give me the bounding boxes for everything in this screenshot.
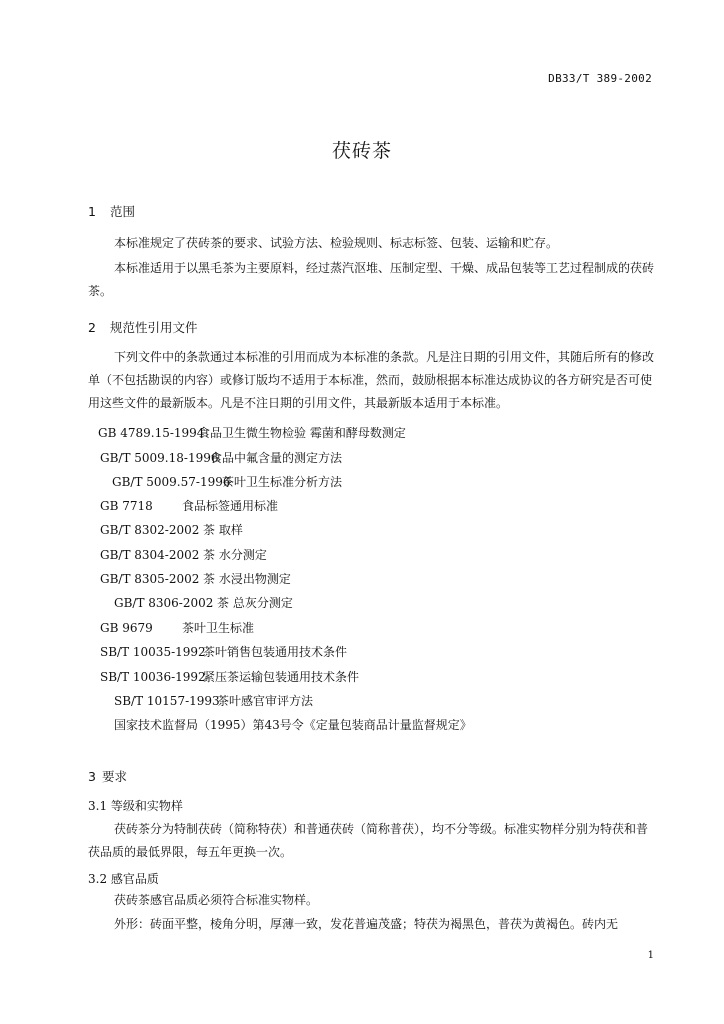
reference-code: SB/T 10036-1992 bbox=[100, 670, 206, 684]
section-title: 要求 bbox=[102, 769, 128, 784]
reference-code: GB 4789.15-1994 bbox=[98, 426, 205, 440]
reference-code: GB 7718 bbox=[100, 499, 153, 513]
section-1-paragraph-1: 本标准规定了茯砖茶的要求、试验方法、检验规则、标志标签、包装、运输和贮存。 bbox=[114, 236, 559, 250]
subsection-3-2-heading: 3.2 感官品质 bbox=[88, 872, 159, 886]
reference-code: GB/T 5009.57-1996 bbox=[112, 475, 231, 489]
section-title: 范围 bbox=[110, 204, 136, 219]
reference-name: 茶叶卫生标准 bbox=[182, 621, 255, 635]
reference-item bbox=[100, 497, 278, 514]
reference-name: 茶 水分测定 bbox=[203, 548, 267, 562]
section-number: 3 bbox=[88, 769, 96, 784]
reference-code: GB/T 8305-2002 bbox=[100, 572, 200, 586]
reference-name: 茶 水浸出物测定 bbox=[203, 572, 291, 586]
reference-item bbox=[100, 668, 359, 685]
reference-item bbox=[114, 716, 472, 733]
page-title: 茯砖茶 bbox=[331, 140, 392, 162]
reference-code: 国家技术监督局（1995）第43号令《定量包装商品计量监督规定》 bbox=[114, 718, 472, 732]
section-title: 规范性引用文件 bbox=[110, 320, 198, 335]
reference-name: 食品标签通用标准 bbox=[182, 499, 279, 513]
reference-name: 茶叶卫生标准分析方法 bbox=[222, 475, 343, 489]
reference-item bbox=[100, 570, 291, 587]
reference-item bbox=[114, 594, 293, 611]
reference-item bbox=[98, 424, 406, 441]
reference-name: 紧压茶运输包装通用技术条件 bbox=[203, 670, 360, 684]
document-code: DB33/T 389-2002 bbox=[548, 72, 652, 85]
reference-code: GB 9679 bbox=[100, 621, 153, 635]
reference-item bbox=[100, 449, 342, 466]
section-1-heading bbox=[88, 202, 135, 220]
reference-name: 茶 取样 bbox=[203, 523, 243, 537]
reference-name: 茶叶感官审评方法 bbox=[217, 694, 314, 708]
reference-item bbox=[100, 521, 243, 538]
reference-code: SB/T 10035-1992 bbox=[100, 645, 206, 659]
reference-name: 茶叶销售包装通用技术条件 bbox=[203, 645, 348, 659]
subsection-3-2-text-2: 外形：砖面平整，棱角分明，厚薄一致，发花普遍茂盛；特茯为褐黑色，普茯为黄褐色。砖内无 bbox=[114, 917, 619, 931]
reference-code: GB/T 5009.18-1996 bbox=[100, 451, 219, 465]
section-number: 2 bbox=[88, 320, 96, 335]
section-number: 1 bbox=[88, 204, 96, 219]
reference-code: GB/T 8306-2002 bbox=[114, 596, 214, 610]
section-3-heading bbox=[88, 767, 127, 785]
reference-item bbox=[100, 619, 254, 636]
reference-code: GB/T 8304-2002 bbox=[100, 548, 200, 562]
reference-item bbox=[100, 643, 347, 660]
page-number: 1 bbox=[647, 950, 654, 961]
section-2-intro: 下列文件中的条款通过本标准的引用而成为本标准的条款。凡是注日期的引用文件，其随后所有的修改单（不包括勘误的内容）或修订版均不适用于本标准，然而，鼓励根据本标准达成协议的各方研究是否可使用这些文件的最新版本。凡是不注日期的引用文件，其最新版本适用于本标准。 bbox=[88, 350, 655, 410]
reference-item bbox=[114, 692, 313, 709]
reference-name: 食品中氟含量的测定方法 bbox=[210, 451, 343, 465]
section-1-paragraph-2: 本标准适用于以黑毛茶为主要原料，经过蒸汽沤堆、压制定型、干燥、成品包装等工艺过程制成的茯砖茶。 bbox=[88, 261, 655, 298]
reference-code: SB/T 10157-1993 bbox=[114, 694, 220, 708]
subsection-3-2-text-1: 茯砖茶感官品质必须符合标准实物样。 bbox=[114, 893, 319, 907]
subsection-3-1-heading: 3.1 等级和实物样 bbox=[88, 799, 183, 813]
subsection-3-1-text: 茯砖茶分为特制茯砖（简称特茯）和普通茯砖（简称普茯），均不分等级。标准实物样分别为特茯和普茯品质的最低界限，每五年更换一次。 bbox=[88, 822, 649, 859]
reference-name: 茶 总灰分测定 bbox=[217, 596, 293, 610]
reference-code: GB/T 8302-2002 bbox=[100, 523, 200, 537]
reference-item bbox=[100, 546, 267, 563]
reference-item bbox=[112, 473, 342, 490]
section-2-heading bbox=[88, 318, 198, 336]
reference-name: 食品卫生微生物检验 霉菌和酵母数测定 bbox=[198, 426, 406, 440]
